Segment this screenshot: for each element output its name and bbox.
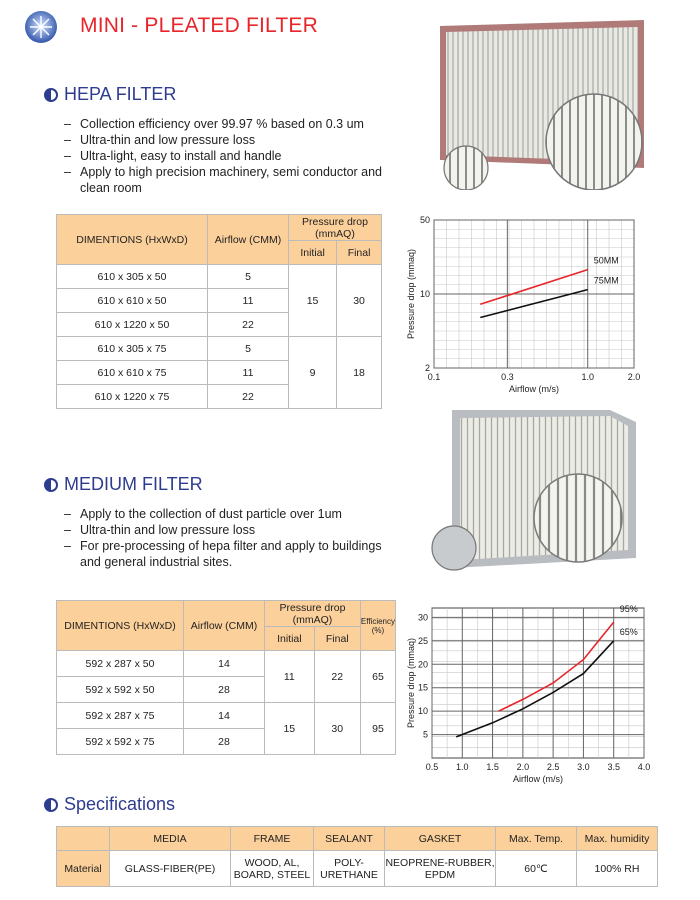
cell-dim: 592 x 592 x 50 <box>57 677 184 703</box>
medium-filter-photo <box>430 408 652 580</box>
series-label: 75MM <box>593 275 619 286</box>
col-airflow: Airflow (CMM) <box>184 601 265 651</box>
cell-initial: 9 <box>289 337 337 409</box>
col-sealant: SEALANT <box>314 827 385 851</box>
col-final: Final <box>314 627 360 651</box>
cell-efficiency: 95 <box>360 703 395 755</box>
col-final: Final <box>337 241 382 265</box>
medium-heading <box>44 474 203 495</box>
x-tick-label: 3.5 <box>607 762 620 772</box>
y-tick-label: 25 <box>417 635 428 646</box>
list-item: – Apply to the collection of dust particle over 1um <box>64 506 394 522</box>
x-axis-label: Airflow (m/s) <box>513 774 563 784</box>
col-max-temp: Max. Temp. <box>496 827 577 851</box>
col-dimensions: DIMENTIONS (HxWxD) <box>57 215 208 265</box>
x-tick-label: 1.0 <box>456 762 469 772</box>
y-tick-label: 20 <box>417 659 428 670</box>
y-tick-label: 10 <box>417 706 428 717</box>
specs-heading <box>44 794 175 815</box>
cell-frame: WOOD, AL, BOARD, STEEL <box>231 851 314 887</box>
y-tick-label: 5 <box>422 729 428 740</box>
cell-dim: 610 x 305 x 75 <box>57 337 208 361</box>
list-item: – Collection efficiency over 99.97 % based on 0.3 um <box>64 116 404 132</box>
cell-initial: 15 <box>265 703 315 755</box>
x-tick-label: 0.3 <box>501 372 514 382</box>
x-tick-label: 2.0 <box>627 372 641 382</box>
cell-air: 28 <box>184 677 265 703</box>
col-dimensions: DIMENTIONS (HxWxD) <box>57 601 184 651</box>
series-label: 50MM <box>593 255 619 266</box>
y-axis-label: Pressure drop (mmaq) <box>406 637 416 729</box>
y-tick-label: 15 <box>417 682 428 693</box>
x-tick-label: 0.5 <box>425 762 439 772</box>
cell-air: 22 <box>208 385 289 409</box>
col-max-humidity: Max. humidity <box>577 827 658 851</box>
col-frame: FRAME <box>231 827 314 851</box>
hepa-chart <box>404 214 654 396</box>
table-row <box>57 337 382 361</box>
table-row <box>57 851 658 887</box>
table-row <box>57 265 382 289</box>
col-initial: Initial <box>289 241 337 265</box>
cell-air: 14 <box>184 703 265 729</box>
series-label: 95% <box>619 604 638 615</box>
cell-dim: 592 x 287 x 50 <box>57 651 184 677</box>
cell-dim: 610 x 1220 x 75 <box>57 385 208 409</box>
col-pressure-drop: Pressure drop (mmAQ) <box>289 215 382 241</box>
cell-max-humidity: 100% RH <box>577 851 658 887</box>
page-title: MINI - PLEATED FILTER <box>80 14 318 37</box>
x-tick-label: 2.0 <box>516 762 530 772</box>
cell-initial: 15 <box>289 265 337 337</box>
cell-air: 14 <box>184 651 265 677</box>
x-tick-label: 4.0 <box>637 762 651 772</box>
col-efficiency: Efficiency (%) <box>360 601 395 651</box>
cell-dim: 592 x 287 x 75 <box>57 703 184 729</box>
hepa-heading <box>44 84 176 105</box>
col-initial: Initial <box>265 627 315 651</box>
cell-dim: 610 x 610 x 50 <box>57 289 208 313</box>
col-airflow: Airflow (CMM) <box>208 215 289 265</box>
half-circle-icon <box>44 88 58 102</box>
table-row <box>57 651 396 677</box>
cell-final: 30 <box>314 703 360 755</box>
logo-icon <box>24 10 58 44</box>
x-tick-label: 1.5 <box>486 762 499 772</box>
hepa-bullets <box>64 116 404 196</box>
x-tick-label: 0.1 <box>427 372 441 382</box>
cell-air: 5 <box>208 337 289 361</box>
x-axis-label: Airflow (m/s) <box>509 384 559 394</box>
cell-dim: 592 x 592 x 75 <box>57 729 184 755</box>
cell-final: 22 <box>314 651 360 703</box>
list-item: – For pre-processing of hepa filter and apply to buildings and general industrial sites. <box>64 538 394 570</box>
medium-bullets <box>64 506 394 570</box>
cell-dim: 610 x 1220 x 50 <box>57 313 208 337</box>
cell-air: 5 <box>208 265 289 289</box>
specs-table <box>56 826 658 887</box>
cell-max-temp: 60℃ <box>496 851 577 887</box>
hepa-chart-svg <box>404 214 654 396</box>
y-axis-label: Pressure drop (mmaq) <box>406 248 416 340</box>
list-item: – Apply to high precision machinery, semi conductor and clean room <box>64 164 404 196</box>
row-label-material: Material <box>57 851 110 887</box>
cell-air: 22 <box>208 313 289 337</box>
col-pressure-drop: Pressure drop (mmAQ) <box>265 601 361 627</box>
list-item: – Ultra-light, easy to install and handle <box>64 148 404 164</box>
list-item: – Ultra-thin and low pressure loss <box>64 522 394 538</box>
table-row <box>57 703 396 729</box>
cell-initial: 11 <box>265 651 315 703</box>
hepa-table <box>56 214 382 409</box>
spec-corner <box>57 827 110 851</box>
medium-heading-text: MEDIUM FILTER <box>64 474 203 494</box>
y-tick-label: 50 <box>419 215 430 225</box>
cell-efficiency: 65 <box>360 651 395 703</box>
cell-media: GLASS-FIBER(PE) <box>110 851 231 887</box>
col-gasket: GASKET <box>385 827 496 851</box>
x-tick-label: 2.5 <box>546 762 560 772</box>
cell-dim: 610 x 305 x 50 <box>57 265 208 289</box>
cell-sealant: POLY-URETHANE <box>314 851 385 887</box>
half-circle-icon <box>44 478 58 492</box>
medium-chart <box>404 604 660 786</box>
medium-chart-svg <box>404 604 660 786</box>
half-circle-icon <box>44 798 58 812</box>
cell-final: 30 <box>337 265 382 337</box>
cell-gasket: NEOPRENE-RUBBER, EPDM <box>385 851 496 887</box>
cell-air: 11 <box>208 361 289 385</box>
cell-final: 18 <box>337 337 382 409</box>
hepa-heading-text: HEPA FILTER <box>64 84 177 104</box>
y-tick-label: 10 <box>419 289 430 299</box>
y-tick-label: 30 <box>417 612 428 623</box>
cell-air: 11 <box>208 289 289 313</box>
x-tick-label: 1.0 <box>581 372 594 382</box>
cell-air: 28 <box>184 729 265 755</box>
list-item: – Ultra-thin and low pressure loss <box>64 132 404 148</box>
col-media: MEDIA <box>110 827 231 851</box>
cell-dim: 610 x 610 x 75 <box>57 361 208 385</box>
specs-heading-text: Specifications <box>64 794 176 814</box>
y-tick-label: 2 <box>424 363 430 373</box>
series-label: 65% <box>619 626 638 637</box>
hepa-filter-photo <box>432 18 652 190</box>
x-tick-label: 3.0 <box>577 762 590 772</box>
medium-table <box>56 600 396 755</box>
